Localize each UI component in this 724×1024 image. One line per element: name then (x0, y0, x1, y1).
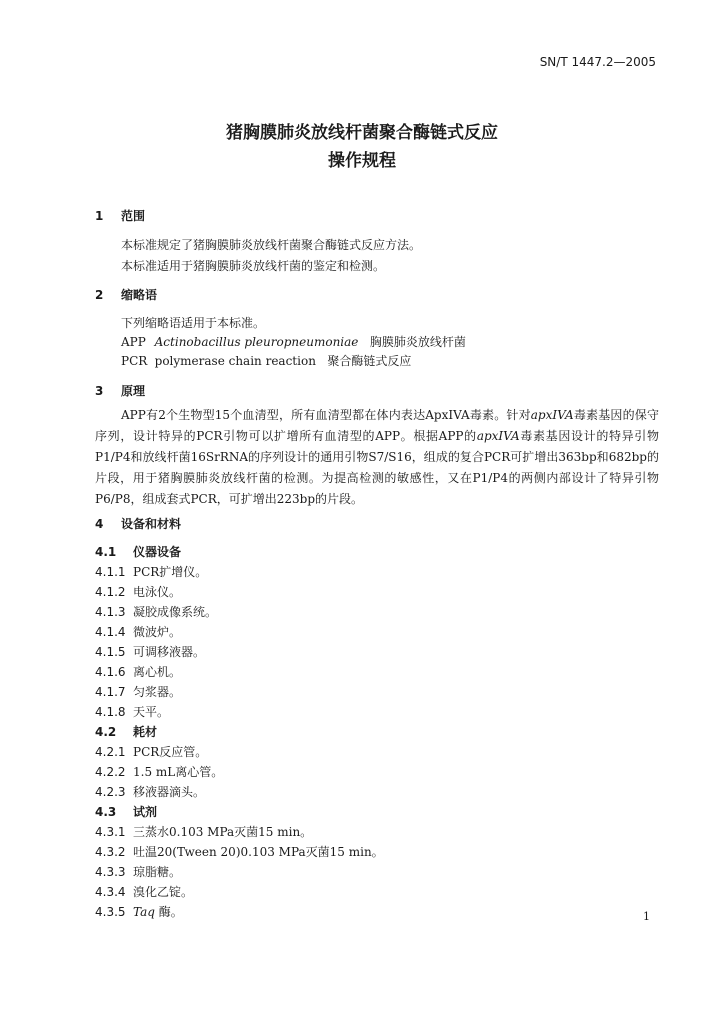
section-number: 3 (95, 384, 104, 398)
subsection-number: 4.3 (95, 805, 117, 819)
item-number: 4.2.1 (95, 745, 126, 759)
item-text: 吐温20(Tween 20)0.103 MPa灭菌15 min。 (133, 845, 384, 859)
list-item (95, 683, 181, 700)
document-title: 猪胸膜肺炎放线杆菌聚合酶链式反应 (226, 123, 498, 143)
list-item (95, 823, 312, 840)
item-text: 匀浆器。 (133, 685, 182, 699)
english-name: polymerase chain reaction (154, 354, 316, 368)
text-run: 毒素基因设计的特异引物P1/P4和放线杆菌16SrRNA的序列设计的通用引物S7/S16，组成的复合PCR可扩增出363bp和682bp的片段，用于猪胸膜肺炎放线杆菌的检测。为提高检测的敏感性，又在P1/P4的两侧内部设计了特异引物P6/P8，组成套式PCR，可扩增出223bp的片段。 (95, 429, 659, 506)
item-number: 4.3.5 (95, 905, 126, 919)
section-title: 原理 (121, 384, 146, 398)
subsection-4-2-heading (95, 723, 157, 740)
section-number: 1 (95, 209, 104, 223)
item-text: 天平。 (133, 705, 170, 719)
item-text: 电泳仪。 (133, 585, 182, 599)
list-item (95, 663, 181, 680)
item-number: 4.2.2 (95, 765, 126, 779)
item-number: 4.1.4 (95, 625, 126, 639)
item-number: 4.1.1 (95, 565, 126, 579)
item-number: 4.1.7 (95, 685, 126, 699)
item-text-italic: Taq (133, 905, 155, 919)
item-text: 离心机。 (133, 665, 182, 679)
section-2-heading (95, 286, 157, 303)
abbreviation: APP (121, 335, 146, 349)
subsection-title: 试剂 (133, 805, 158, 819)
section-3-heading (95, 382, 145, 399)
standard-number: SN/T 1447.2—2005 (539, 55, 656, 69)
item-number: 4.1.8 (95, 705, 126, 719)
section-title: 设备和材料 (121, 517, 182, 531)
section-1-heading (95, 207, 145, 224)
subsection-number: 4.1 (95, 545, 117, 559)
item-number: 4.3.4 (95, 885, 126, 899)
item-text: PCR扩增仪。 (133, 565, 208, 579)
list-item (95, 623, 181, 640)
list-item (95, 643, 205, 660)
document-subtitle: 操作规程 (328, 151, 396, 171)
item-number: 4.1.5 (95, 645, 126, 659)
list-item (95, 863, 181, 880)
item-number: 4.3.2 (95, 845, 126, 859)
item-text: 凝胶成像系统。 (133, 605, 218, 619)
subsection-4-3-heading (95, 803, 157, 820)
item-text: 可调移液器。 (133, 645, 206, 659)
section-number: 4 (95, 517, 104, 531)
list-item (95, 583, 181, 600)
item-number: 4.2.3 (95, 785, 126, 799)
item-text: 微波炉。 (133, 625, 182, 639)
section-4-heading (95, 515, 181, 532)
subsection-title: 仪器设备 (133, 545, 182, 559)
subsection-4-1-heading (95, 543, 181, 560)
abbreviation-pcr (121, 352, 411, 369)
text-run: APP有2个生物型15个血清型，所有血清型都在体内表达ApxIVA毒素。针对 (121, 408, 531, 422)
gene-name: apxIVA (476, 429, 520, 443)
chinese-name: 胸膜肺炎放线杆菌 (369, 335, 466, 349)
section-1-paragraph-2: 本标准适用于猪胸膜肺炎放线杆菌的鉴定和检测。 (121, 259, 386, 273)
item-number: 4.1.3 (95, 605, 126, 619)
item-number: 4.1.2 (95, 585, 126, 599)
gene-name: apxIVA (530, 408, 574, 422)
list-item (95, 843, 384, 860)
item-text: 酶。 (158, 905, 183, 919)
item-number: 4.1.6 (95, 665, 126, 679)
subsection-number: 4.2 (95, 725, 117, 739)
chinese-name: 聚合酶链式反应 (327, 354, 412, 368)
list-item (95, 903, 183, 920)
item-number: 4.3.3 (95, 865, 126, 879)
page-number: 1 (643, 910, 650, 923)
abbreviation: PCR (121, 354, 148, 368)
item-text: 1.5 mL离心管。 (133, 765, 224, 779)
section-title: 范围 (121, 209, 146, 223)
latin-name: Actinobacillus pleuropneumoniae (154, 335, 359, 349)
item-number: 4.3.1 (95, 825, 126, 839)
item-text: 琼脂糖。 (133, 865, 182, 879)
subsection-title: 耗材 (133, 725, 158, 739)
section-1-paragraph-1: 本标准规定了猪胸膜肺炎放线杆菌聚合酶链式反应方法。 (121, 238, 422, 252)
item-text: PCR反应管。 (133, 745, 208, 759)
list-item (95, 743, 207, 760)
text-run: 毒素基因的保守序列，设计特异的PCR引物可以扩增所有血清型的APP。根据APP的 (95, 408, 659, 443)
section-2-intro: 下列缩略语适用于本标准。 (121, 316, 266, 330)
list-item (95, 783, 205, 800)
list-item (95, 563, 207, 580)
list-item (95, 603, 217, 620)
section-3-paragraph (95, 405, 659, 510)
list-item (95, 883, 193, 900)
item-text: 三蒸水0.103 MPa灭菌15 min。 (133, 825, 313, 839)
abbreviation-app (121, 333, 466, 350)
list-item (95, 763, 223, 780)
item-text: 溴化乙锭。 (133, 885, 194, 899)
list-item (95, 703, 169, 720)
item-text: 移液器滴头。 (133, 785, 206, 799)
section-title: 缩略语 (121, 288, 158, 302)
section-number: 2 (95, 288, 104, 302)
